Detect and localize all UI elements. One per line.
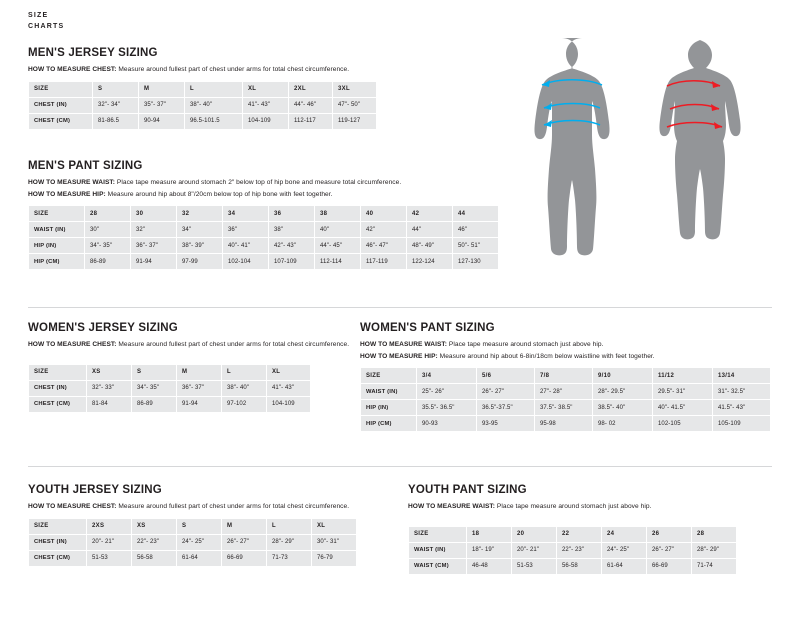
table-row (361, 400, 771, 416)
cell: 20"- 21" (512, 542, 557, 558)
col-header: M (222, 518, 267, 534)
section-womens-jersey (28, 322, 368, 413)
cell: 25"- 26" (417, 384, 477, 400)
cell: 112-117 (289, 113, 333, 129)
cell: 28"- 29" (692, 542, 737, 558)
table-row (29, 550, 357, 566)
table-header-row (29, 81, 377, 97)
col-header: SIZE (409, 526, 467, 542)
cell: 46" (453, 222, 499, 238)
instruction-hip: HOW TO MEASURE HIP: Measure around hip about 8"/20cm below top of hip bone with feet together. (28, 190, 333, 198)
col-header: S (132, 364, 177, 380)
row-label: HIP (IN) (29, 238, 85, 254)
table-header-row (29, 206, 499, 222)
cell: 40" (315, 222, 361, 238)
col-header: SIZE (361, 368, 417, 384)
cell: 38"- 40" (185, 97, 243, 113)
instruction-waist: HOW TO MEASURE WAIST: Place tape measure around stomach 2″ below top of hip bone and measure total circumference. (28, 179, 402, 186)
table-row (409, 558, 737, 574)
cell: 47"- 50" (333, 97, 377, 113)
cell: 93-95 (477, 416, 535, 432)
section-youth-jersey (28, 484, 388, 567)
cell: 44" (407, 222, 453, 238)
col-header: 26 (647, 526, 692, 542)
table-header-row (361, 368, 771, 384)
row-label: CHEST (IN) (29, 97, 93, 113)
col-header: 28 (85, 206, 131, 222)
cell: 24"- 25" (177, 534, 222, 550)
cell: 22"- 23" (557, 542, 602, 558)
cell: 98- 02 (593, 416, 653, 432)
cell: 90-93 (417, 416, 477, 432)
col-header: L (267, 518, 312, 534)
cell: 28"- 29" (267, 534, 312, 550)
col-header: L (222, 364, 267, 380)
row-label: WAIST (CM) (409, 558, 467, 574)
section-youth-pant (408, 484, 778, 575)
col-header: L (185, 81, 243, 97)
cell: 24"- 25" (602, 542, 647, 558)
col-header: 22 (557, 526, 602, 542)
cell: 31"- 32.5" (713, 384, 771, 400)
cell: 42" (361, 222, 407, 238)
cell: 51-53 (87, 550, 132, 566)
table-row (29, 380, 311, 396)
col-header: 30 (131, 206, 177, 222)
cell: 34" (177, 222, 223, 238)
row-label: HIP (CM) (29, 254, 85, 270)
section-title: MEN'S PANT SIZING (28, 160, 143, 172)
instruction-hip: HOW TO MEASURE HIP: Measure around hip about 6-8in/18cm below waistline with feet together. (360, 352, 655, 360)
cell: 56-58 (132, 550, 177, 566)
cell: 26"- 27" (222, 534, 267, 550)
cell: 38" (269, 222, 315, 238)
cell: 32"- 33" (87, 380, 132, 396)
col-header: 36 (269, 206, 315, 222)
cell: 37.5"- 38.5" (535, 400, 593, 416)
cell: 35"- 37" (139, 97, 185, 113)
col-header: 42 (407, 206, 453, 222)
cell: 40"- 41.5" (653, 400, 713, 416)
section-title: YOUTH PANT SIZING (408, 484, 527, 496)
col-header: 5/6 (477, 368, 535, 384)
cell: 46-48 (467, 558, 512, 574)
cell: 26"- 27" (647, 542, 692, 558)
table-womens-pant (360, 367, 771, 432)
cell: 105-109 (713, 416, 771, 432)
row-label: WAIST (IN) (29, 222, 85, 238)
cell: 104-109 (267, 396, 311, 412)
section-title: WOMEN'S JERSEY SIZING (28, 322, 178, 334)
col-header: XL (243, 81, 289, 97)
cell: 32"- 34" (93, 97, 139, 113)
cell: 107-109 (269, 254, 315, 270)
cell: 28"- 29.5" (593, 384, 653, 400)
female-body-diagram (659, 40, 740, 239)
table-row (29, 396, 311, 412)
table-mens-pant (28, 205, 499, 270)
page-title-line1: SIZE (28, 12, 49, 19)
col-header: M (139, 81, 185, 97)
row-label: WAIST (IN) (361, 384, 417, 400)
cell: 29.5"- 31" (653, 384, 713, 400)
cell: 36.5"-37.5" (477, 400, 535, 416)
instruction-chest: HOW TO MEASURE CHEST: Measure around fullest part of chest under arms for total chest circumference. (28, 66, 350, 73)
col-header: 34 (223, 206, 269, 222)
table-row (29, 534, 357, 550)
cell: 102-104 (223, 254, 269, 270)
cell: 127-130 (453, 254, 499, 270)
cell: 48"- 49" (407, 238, 453, 254)
cell: 66-69 (647, 558, 692, 574)
cell: 34"- 35" (132, 380, 177, 396)
cell: 38.5"- 40" (593, 400, 653, 416)
cell: 119-127 (333, 113, 377, 129)
table-row (29, 97, 377, 113)
cell: 51-53 (512, 558, 557, 574)
table-womens-jersey (28, 364, 311, 413)
table-row (29, 222, 499, 238)
cell: 38"- 40" (222, 380, 267, 396)
col-header: XS (87, 364, 132, 380)
section-title: WOMEN'S PANT SIZING (360, 322, 495, 334)
col-header: 3XL (333, 81, 377, 97)
cell: 81-84 (87, 396, 132, 412)
col-header: 11/12 (653, 368, 713, 384)
table-header-row (29, 518, 357, 534)
cell: 38"- 39" (177, 238, 223, 254)
cell: 104-109 (243, 113, 289, 129)
cell: 71-74 (692, 558, 737, 574)
table-row (409, 542, 737, 558)
row-label: CHEST (CM) (29, 396, 87, 412)
cell: 30"- 31" (312, 534, 357, 550)
cell: 18"- 19" (467, 542, 512, 558)
section-womens-pant (360, 322, 780, 432)
col-header: 3/4 (417, 368, 477, 384)
col-header: SIZE (29, 364, 87, 380)
row-label: HIP (IN) (361, 400, 417, 416)
cell: 22"- 23" (132, 534, 177, 550)
col-header: 2XS (87, 518, 132, 534)
col-header: XS (132, 518, 177, 534)
row-label: CHEST (IN) (29, 380, 87, 396)
row-label: HIP (CM) (361, 416, 417, 432)
page-title (28, 10, 64, 32)
cell: 61-64 (602, 558, 647, 574)
col-header: XL (267, 364, 311, 380)
table-header-row (29, 364, 311, 380)
cell: 41"- 43" (243, 97, 289, 113)
col-header: 32 (177, 206, 223, 222)
col-header: 9/10 (593, 368, 653, 384)
row-label: CHEST (CM) (29, 550, 87, 566)
cell: 71-73 (267, 550, 312, 566)
male-body-diagram (534, 38, 609, 255)
cell: 35.5"- 36.5" (417, 400, 477, 416)
col-header: M (177, 364, 222, 380)
cell: 90-94 (139, 113, 185, 129)
cell: 91-94 (131, 254, 177, 270)
cell: 56-58 (557, 558, 602, 574)
cell: 44"- 46" (289, 97, 333, 113)
cell: 42"- 43" (269, 238, 315, 254)
col-header: SIZE (29, 206, 85, 222)
col-header: 40 (361, 206, 407, 222)
divider (28, 307, 772, 308)
instruction-chest: HOW TO MEASURE CHEST: Measure around fullest part of chest under arms for total chest circumference. (28, 503, 350, 510)
col-header: S (93, 81, 139, 97)
instruction-waist: HOW TO MEASURE WAIST: Place tape measure around stomach just above hip. (360, 341, 604, 348)
col-header: S (177, 518, 222, 534)
col-header: 13/14 (713, 368, 771, 384)
col-header: SIZE (29, 81, 93, 97)
cell: 97-99 (177, 254, 223, 270)
cell: 44"- 45" (315, 238, 361, 254)
row-label: WAIST (IN) (409, 542, 467, 558)
row-label: CHEST (CM) (29, 113, 93, 129)
col-header: 7/8 (535, 368, 593, 384)
cell: 20"- 21" (87, 534, 132, 550)
col-header: XL (312, 518, 357, 534)
col-header: 24 (602, 526, 647, 542)
cell: 66-69 (222, 550, 267, 566)
section-title: MEN'S JERSEY SIZING (28, 47, 158, 59)
col-header: 28 (692, 526, 737, 542)
divider (28, 466, 772, 467)
cell: 86-89 (85, 254, 131, 270)
cell: 102-105 (653, 416, 713, 432)
section-title: YOUTH JERSEY SIZING (28, 484, 162, 496)
cell: 30" (85, 222, 131, 238)
table-row (29, 113, 377, 129)
table-row (29, 254, 499, 270)
instruction-chest: HOW TO MEASURE CHEST: Measure around fullest part of chest under arms for total chest circumference. (28, 341, 350, 348)
measurement-diagram (520, 30, 780, 280)
col-header: 44 (453, 206, 499, 222)
table-youth-jersey (28, 518, 357, 567)
cell: 50"- 51" (453, 238, 499, 254)
cell: 40"- 41" (223, 238, 269, 254)
cell: 122-124 (407, 254, 453, 270)
section-mens-pant (28, 160, 528, 270)
cell: 26"- 27" (477, 384, 535, 400)
page-title-line2: CHARTS (28, 23, 65, 30)
cell: 95-98 (535, 416, 593, 432)
col-header: 38 (315, 206, 361, 222)
cell: 76-79 (312, 550, 357, 566)
table-header-row (409, 526, 737, 542)
cell: 46"- 47" (361, 238, 407, 254)
cell: 41.5"- 43" (713, 400, 771, 416)
table-row (361, 384, 771, 400)
cell: 96.5-101.5 (185, 113, 243, 129)
cell: 91-94 (177, 396, 222, 412)
cell: 34"- 35" (85, 238, 131, 254)
table-row (29, 238, 499, 254)
cell: 86-89 (132, 396, 177, 412)
cell: 27"- 28" (535, 384, 593, 400)
table-youth-pant (408, 526, 737, 575)
col-header: 18 (467, 526, 512, 542)
cell: 36"- 37" (177, 380, 222, 396)
cell: 61-64 (177, 550, 222, 566)
cell: 36"- 37" (131, 238, 177, 254)
instruction-waist: HOW TO MEASURE WAIST: Place tape measure around stomach just above hip. (408, 503, 652, 510)
cell: 32" (131, 222, 177, 238)
row-label: CHEST (IN) (29, 534, 87, 550)
cell: 97-102 (222, 396, 267, 412)
cell: 117-119 (361, 254, 407, 270)
table-mens-jersey (28, 81, 377, 130)
cell: 41"- 43" (267, 380, 311, 396)
cell: 112-114 (315, 254, 361, 270)
cell: 36" (223, 222, 269, 238)
cell: 81-86.5 (93, 113, 139, 129)
col-header: 20 (512, 526, 557, 542)
table-row (361, 416, 771, 432)
col-header: 2XL (289, 81, 333, 97)
col-header: SIZE (29, 518, 87, 534)
section-mens-jersey (28, 47, 498, 130)
